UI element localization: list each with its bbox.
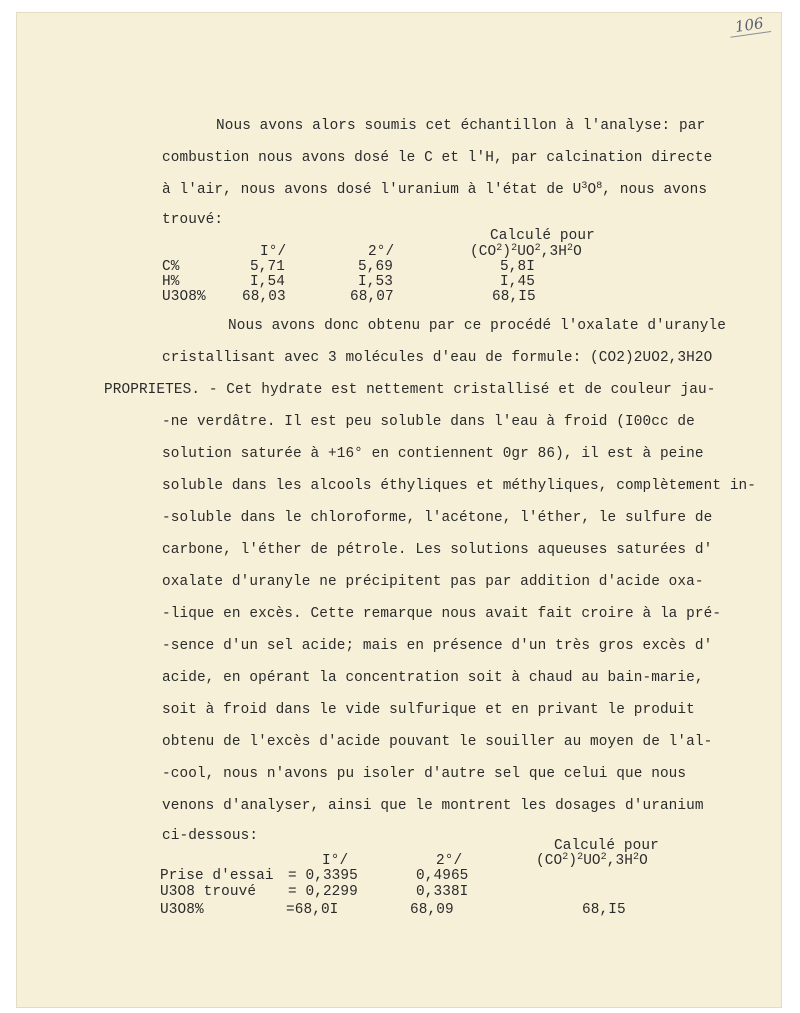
body-line: obtenu de l'excès d'acide pouvant le souiller au moyen de l'al- [162,734,713,750]
body-line: ci-dessous: [162,828,259,844]
table1-row-label: U3O8% [162,289,206,305]
table1-cell: 5,71 [250,259,285,275]
para2-line-1: Nous avons donc obtenu par ce procédé l'oxalate d'uranyle [228,318,726,334]
intro-line-1: Nous avons alors soumis cet échantillon à l'analyse: par [216,118,706,134]
intro-line-3: à l'air, nous avons dosé l'uranium à l'état de $U^3O^8$, nous avons [162,181,708,198]
body-line: -ne verdâtre. Il est peu soluble dans l'eau à froid (I00cc de [162,414,695,430]
table1-cell: I,53 [358,274,393,290]
table2-cell: 68,09 [410,902,454,918]
intro-line-4: trouvé: [162,212,224,228]
body-line: -soluble dans le chloroforme, l'acétone, l'éther, le sulfure de [162,510,713,526]
table2-cell: =68,0I [286,902,339,918]
intro-line-2: combustion nous avons dosé le C et l'H, par calcination directe [162,150,713,166]
body-line: solution saturée à +16° en contiennent 0gr 86), il est à peine [162,446,704,462]
table1-formula: $(CO^2)^2UO^2,3H^2O$ [470,243,582,260]
table2-row-label: U3O8 trouvé [160,884,257,900]
table2-col2-header: 2°/ [436,853,463,869]
body-line: PROPRIETES. - Cet hydrate est nettement cristallisé et de couleur jau- [104,382,716,398]
table1-cell: 5,69 [358,259,393,275]
body-line: -cool, nous n'avons pu isoler d'autre sel que celui que nous [162,766,687,782]
table1-cell: 5,8I [500,259,535,275]
table2-cell: = 0,3395 [288,868,358,884]
body-line: -sence d'un sel acide; mais en présence d'un très gros excès d' [162,638,713,654]
table2-row-label: U3O8% [160,902,204,918]
table1-col1-header: I°/ [260,244,287,260]
table2-cell: 68,I5 [582,902,626,918]
table1-calc-header: Calculé pour [490,228,595,244]
table1-cell: I,45 [500,274,535,290]
body-line: acide, en opérant la concentration soit à chaud au bain-marie, [162,670,704,686]
table2-cell: = 0,2299 [288,884,358,900]
table1-row-label: C% [162,259,180,275]
body-line: venons d'analyser, ainsi que le montrent les dosages d'uranium [162,798,704,814]
table1-cell: I,54 [250,274,285,290]
table2-formula: $(CO^2)^2UO^2,3H^2O$ [536,852,648,869]
table1-row-label: H% [162,274,180,290]
body-line: -lique en excès. Cette remarque nous avait fait croire à la pré- [162,606,722,622]
table2-col1-header: I°/ [322,853,349,869]
table1-cell: 68,07 [350,289,394,305]
table2-cell: 0,338I [416,884,469,900]
table1-col2-header: 2°/ [368,244,395,260]
body-line: oxalate d'uranyle ne précipitent pas par addition d'acide oxa- [162,574,704,590]
para2-line-2: cristallisant avec 3 molécules d'eau de formule: (CO2)2UO2,3H2O [162,350,713,366]
table1-cell: 68,I5 [492,289,536,305]
body-line: soit à froid dans le vide sulfurique et en privant le produit [162,702,695,718]
body-line: carbone, l'éther de pétrole. Les solutions aqueuses saturées d' [162,542,713,558]
table1-cell: 68,03 [242,289,286,305]
body-line: soluble dans les alcools éthyliques et méthyliques, complètement in- [162,478,757,494]
table2-calc-header: Calculé pour [554,838,659,854]
table2-cell: 0,4965 [416,868,469,884]
page-number: 106 [728,13,771,37]
table2-row-label: Prise d'essai [160,868,274,884]
